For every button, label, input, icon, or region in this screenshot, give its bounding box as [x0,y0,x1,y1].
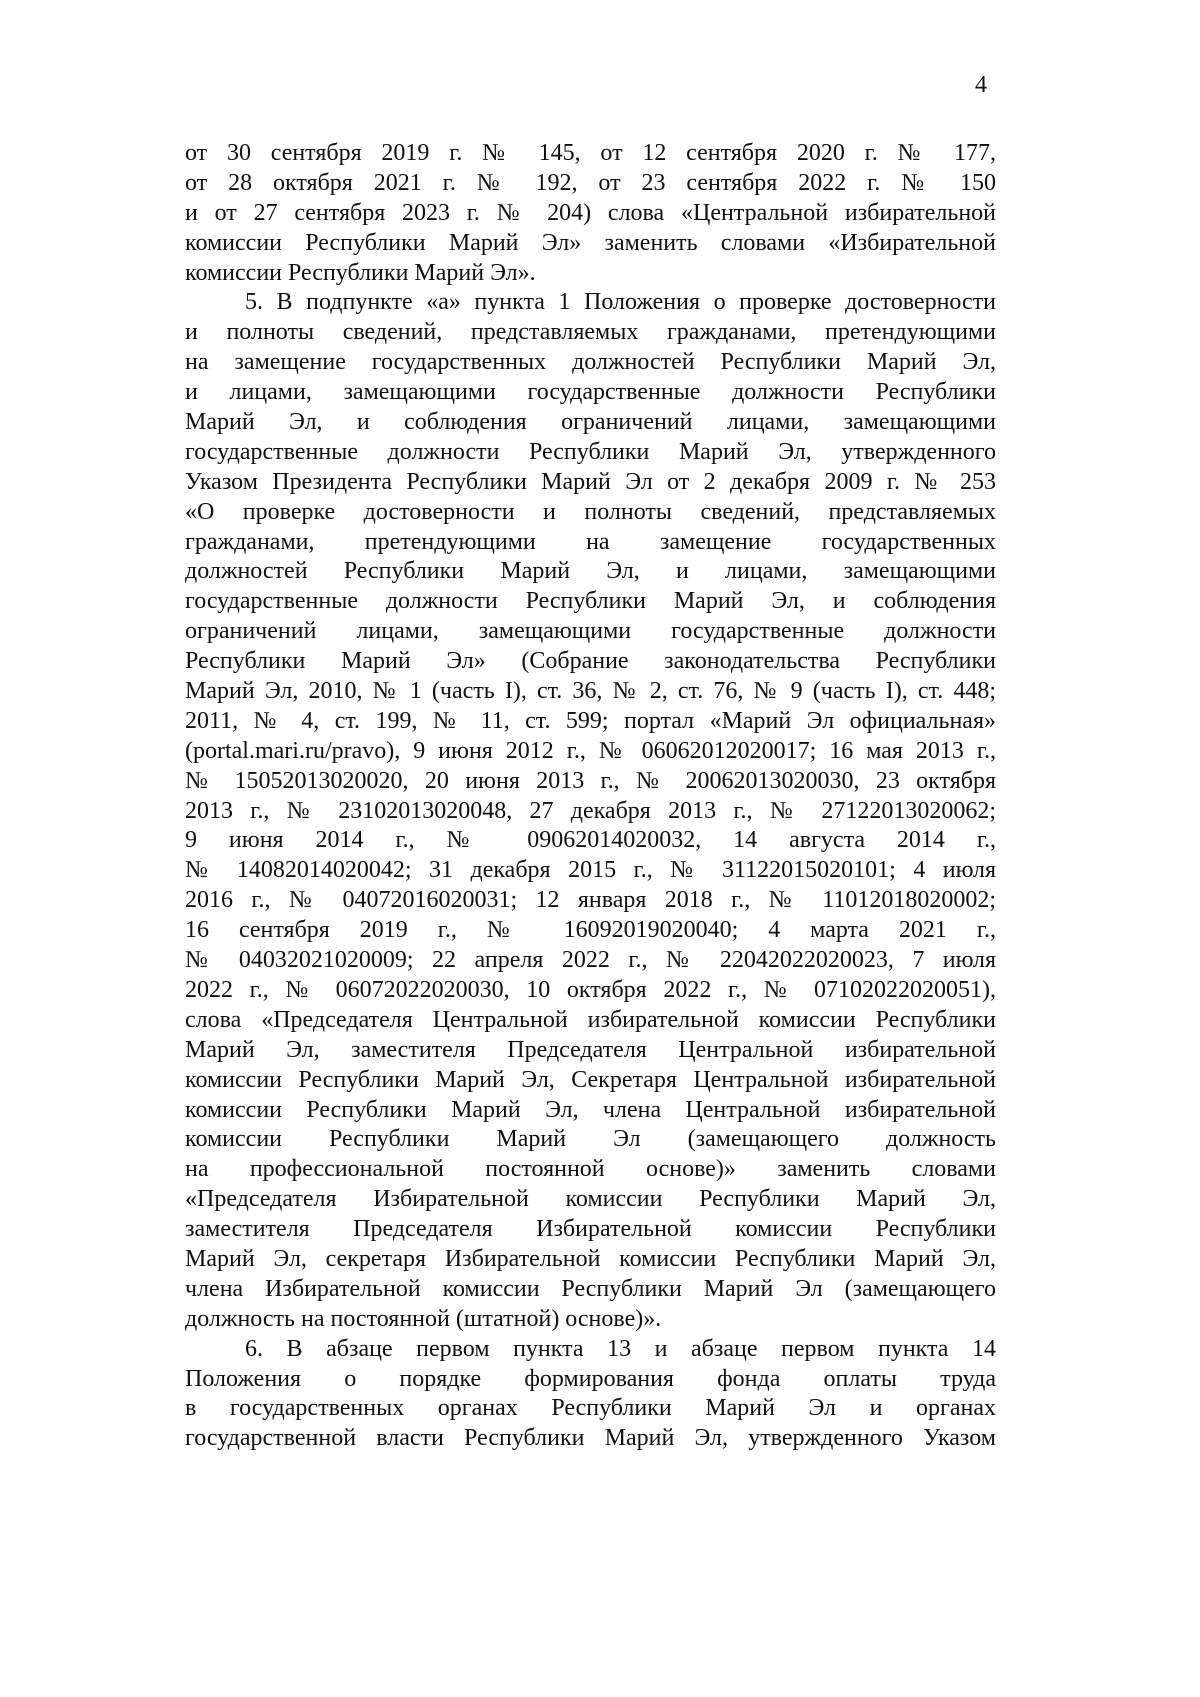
text-line: должностей Республики Марий Эл, и лицами, замещающими [185,558,996,585]
text-line: и от 27 сентября 2023 г. № 204) слова «Центральной избирательной [185,199,996,226]
text-line: Марий Эл, заместителя Председателя Центральной избирательной [185,1036,996,1063]
text-line: государственные должности Республики Марий Эл, и соблюдения [185,588,996,615]
paragraph [185,1335,996,1455]
text-line: комиссии Республики Марий Эл (замещающего должность [185,1126,996,1153]
text-line: комиссии Республики Марий Эл, члена Центральной избирательной [185,1096,996,1123]
text-line: комиссии Республики Марий Эл». [185,259,536,286]
text-line: должность на постоянной (штатной) основе)». [185,1305,662,1332]
text-line: от 28 октября 2021 г. № 192, от 23 сентября 2022 г. № 150 [185,169,996,196]
text-line: заместителя Председателя Избирательной комиссии Республики [185,1216,996,1243]
text-line: слова «Председателя Центральной избирательной комиссии Республики [185,1006,996,1033]
text-line: Положения о порядке формирования фонда оплаты труда [185,1365,996,1392]
text-line: № 15052013020020, 20 июня 2013 г., № 20062013020030, 23 октября [185,767,996,794]
text-line: государственные должности Республики Марий Эл, утвержденного [185,438,996,465]
text-line: 5. В подпункте «а» пункта 1 Положения о проверке достоверности [245,289,996,316]
text-line: комиссии Республики Марий Эл, Секретаря Центральной избирательной [185,1066,996,1093]
text-line: ограничений лицами, замещающими государственные должности [185,618,996,645]
text-line: гражданами, претендующими на замещение государственных [185,528,996,555]
text-line: от 30 сентября 2019 г. № 145, от 12 сентября 2020 г. № 177, [185,140,996,166]
text-line: Марий Эл, и соблюдения ограничений лицами, замещающими [185,409,996,436]
text-line: 2011, № 4, ст. 199, № 11, ст. 599; портал «Марий Эл официальная» [185,707,996,734]
text-line: на замещение государственных должностей Республики Марий Эл, [185,349,996,376]
text-line: (portal.mari.ru/pravo), 9 июня 2012 г., № 06062012020017; 16 мая 2013 г., [185,737,996,764]
text-line: «Председателя Избирательной комиссии Республики Марий Эл, [185,1186,996,1213]
text-line: Республики Марий Эл» (Собрание законодательства Республики [185,648,996,675]
text-line: комиссии Республики Марий Эл» заменить словами «Избирательной [185,229,996,256]
text-line: члена Избирательной комиссии Республики Марий Эл (замещающего [185,1275,996,1302]
text-line: на профессиональной постоянной основе)» заменить словами [185,1156,996,1183]
text-line: Марий Эл, 2010, № 1 (часть I), ст. 36, № 2, ст. 76, № 9 (часть I), ст. 448; [185,678,996,705]
paragraph [185,139,996,288]
text-line: 6. В абзаце первом пункта 13 и абзаце первом пункта 14 [245,1335,996,1362]
text-line: и лицами, замещающими государственные должности Республики [185,379,996,406]
text-line: 2016 г., № 04072016020031; 12 января 2018 г., № 11012018020002; [185,887,996,914]
text-line: и полноты сведений, представляемых гражданами, претендующими [185,319,996,346]
text-line: 16 сентября 2019 г., № 16092019020040; 4 марта 2021 г., [185,917,996,944]
text-line: Указом Президента Республики Марий Эл от 2 декабря 2009 г. № 253 [185,468,996,495]
text-line: Марий Эл, секретаря Избирательной комиссии Республики Марий Эл, [185,1245,996,1272]
text-line: государственной власти Республики Марий Эл, утвержденного Указом [185,1425,996,1452]
document-body [185,139,996,1454]
text-line: 2013 г., № 23102013020048, 27 декабря 2013 г., № 27122013020062; [185,797,996,824]
text-line: в государственных органах Республики Марий Эл и органах [185,1395,996,1422]
paragraph [185,288,996,1334]
page-number: 4 [975,72,987,98]
text-line: 2022 г., № 06072022020030, 10 октября 2022 г., № 07102022020051), [185,976,996,1003]
text-line: «О проверке достоверности и полноты сведений, представляемых [185,498,996,525]
text-line: № 14082014020042; 31 декабря 2015 г., № 31122015020101; 4 июля [185,857,996,884]
text-line: 9 июня 2014 г., № 09062014020032, 14 августа 2014 г., [185,827,996,854]
text-line: № 04032021020009; 22 апреля 2022 г., № 22042022020023, 7 июля [185,947,996,974]
